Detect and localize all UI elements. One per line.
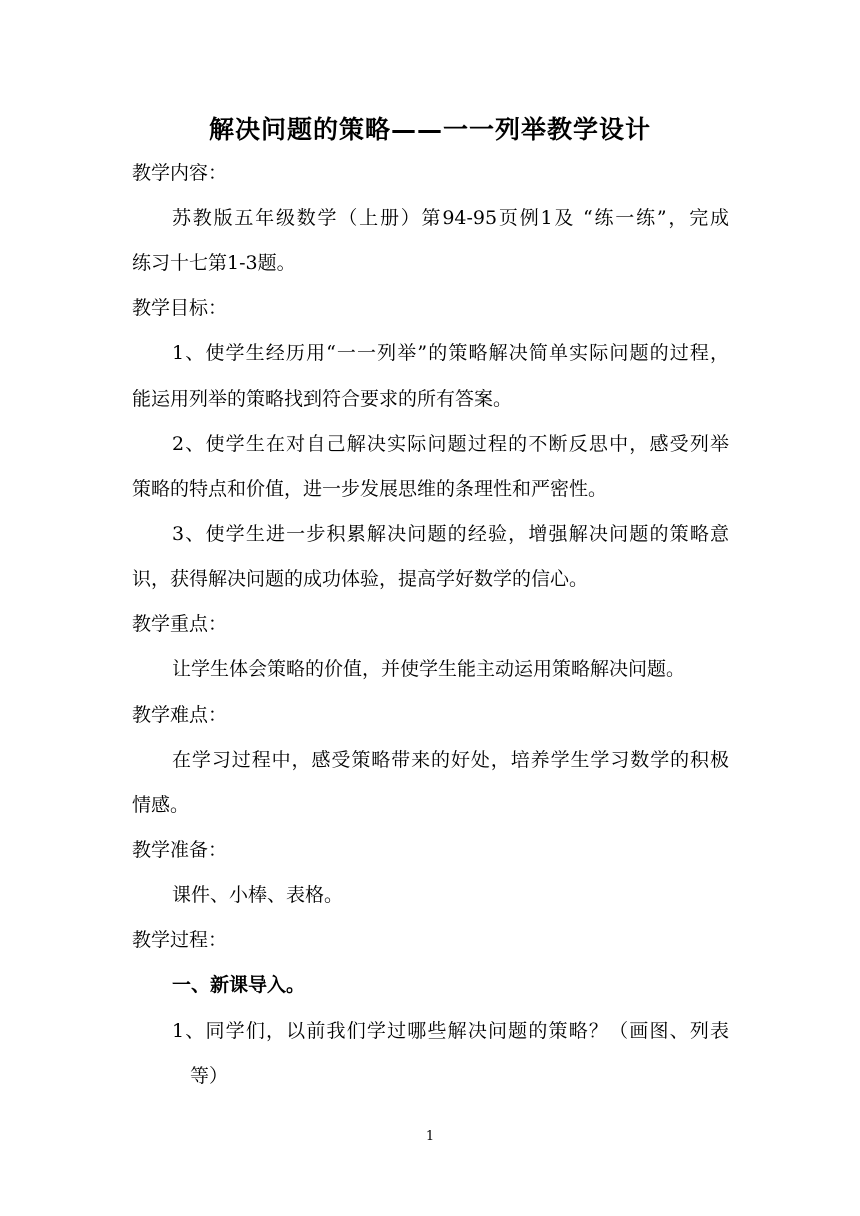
heading-preparation: 教学准备： (132, 839, 228, 861)
heading-difficulties: 教学难点： (132, 704, 228, 726)
paragraph-line: 情感。 (132, 794, 190, 816)
heading-teaching-goals: 教学目标： (132, 297, 228, 319)
paragraph-line: 在学习过程中，感受策略带来的好处，培养学生学习数学的积极 (172, 749, 729, 771)
page-number: 1 (425, 1129, 435, 1144)
paragraph-line: 课件、小棒、表格。 (172, 884, 344, 906)
paragraph-line: 等） (190, 1065, 229, 1087)
paragraph-line: 苏教版五年级数学（上册）第94-95页例1及 “练一练”，完成 (172, 207, 729, 229)
paragraph-line: 练习十七第1-3题。 (132, 252, 296, 274)
heading-key-points: 教学重点： (132, 613, 228, 635)
paragraph-line: 能运用列举的策略找到符合要求的所有答案。 (132, 388, 513, 410)
paragraph-line: 1、同学们，以前我们学过哪些解决问题的策略？（画图、列表 (172, 1020, 729, 1042)
paragraph-line: 3、使学生进一步积累解决问题的经验，增强解决问题的策略意 (172, 523, 729, 545)
paragraph-line: 2、使学生在对自己解决实际问题过程的不断反思中，感受列举 (172, 433, 729, 455)
paragraph-line: 识，获得解决问题的成功体验，提高学好数学的信心。 (132, 568, 589, 590)
section-heading: 一、新课导入。 (172, 974, 306, 996)
heading-teaching-content: 教学内容： (132, 162, 228, 184)
document-title: 解决问题的策略——一一列举教学设计 (208, 115, 651, 144)
heading-process: 教学过程： (132, 929, 228, 951)
paragraph-line: 策略的特点和价值，进一步发展思维的条理性和严密性。 (132, 478, 608, 500)
paragraph-line: 1、使学生经历用“一一列举”的策略解决简单实际问题的过程， (172, 342, 729, 364)
paragraph-line: 让学生体会策略的价值，并使学生能主动运用策略解决问题。 (172, 658, 686, 680)
